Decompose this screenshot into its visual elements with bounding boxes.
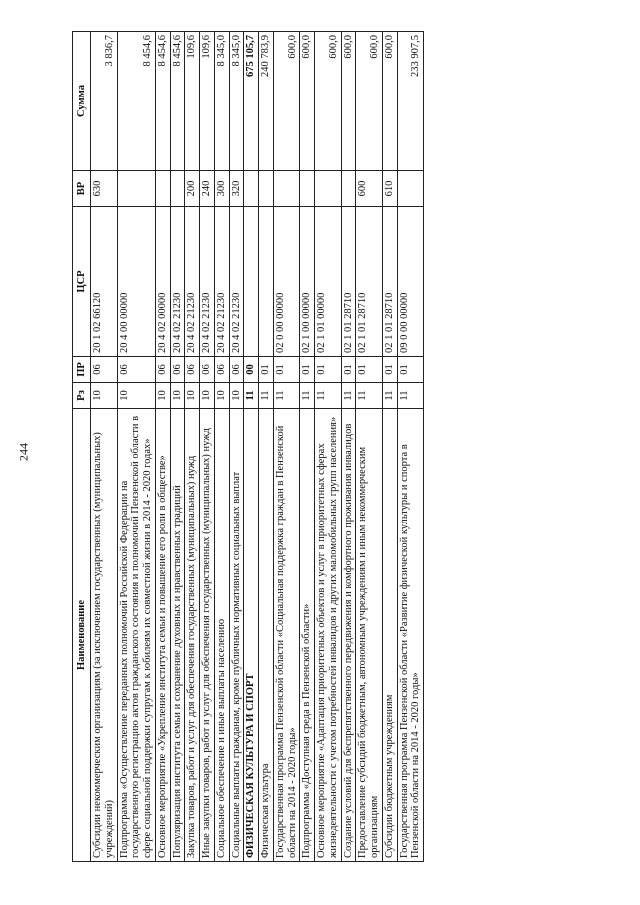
cell-sum: 600,0 [273, 32, 300, 171]
cell-rz: 10 [155, 383, 170, 409]
cell-csr: 20 4 02 00000 [155, 207, 170, 357]
table-row [341, 32, 356, 862]
cell-name: Государственная программа Пензенской области «Социальная поддержка граждан в Пензенской области на 2014 - 2020 годы» [273, 409, 300, 862]
cell-vr [244, 171, 259, 207]
cell-csr [244, 207, 259, 357]
cell-csr: 02 1 01 28710 [341, 207, 356, 357]
cell-pr: 06 [200, 357, 215, 383]
cell-name: Предоставление субсидий бюджетным, автономным учреждениям и иным некоммерческим организациям [356, 409, 383, 862]
table-row [185, 32, 200, 862]
cell-vr [341, 171, 356, 207]
cell-name: ФИЗИЧЕСКАЯ КУЛЬТУРА И СПОРТ [244, 409, 259, 862]
cell-vr: 630 [91, 171, 118, 207]
cell-name: Физическая культура [259, 409, 274, 862]
cell-rz: 11 [300, 383, 315, 409]
cell-vr [155, 171, 170, 207]
cell-vr: 200 [185, 171, 200, 207]
cell-name: Субсидии бюджетным учреждениям [382, 409, 397, 862]
header-rz: Рз [73, 383, 91, 409]
table-row [155, 32, 170, 862]
table-row [397, 32, 424, 862]
cell-name: Основное мероприятие «Адаптация приоритетных объектов и услуг в приоритетных сферах жизнедеятельности с учетом потребностей инвалидов и других маломобильных групп населения» [315, 409, 342, 862]
cell-sum: 8 345,0 [214, 32, 229, 171]
cell-pr: 01 [259, 357, 274, 383]
cell-sum: 600,0 [382, 32, 397, 171]
cell-sum: 109,6 [185, 32, 200, 171]
table-row [382, 32, 397, 862]
table-row [273, 32, 300, 862]
cell-sum: 600,0 [356, 32, 383, 171]
cell-csr: 02 0 00 00000 [273, 207, 300, 357]
cell-pr: 06 [117, 357, 155, 383]
table-row [229, 32, 244, 862]
cell-vr [117, 171, 155, 207]
budget-table [72, 31, 424, 862]
cell-pr: 01 [341, 357, 356, 383]
cell-vr: 300 [214, 171, 229, 207]
cell-csr: 20 4 02 21230 [229, 207, 244, 357]
cell-csr: 02 1 01 00000 [315, 207, 342, 357]
cell-rz: 11 [273, 383, 300, 409]
cell-csr: 02 1 01 28710 [382, 207, 397, 357]
cell-pr: 06 [170, 357, 185, 383]
cell-rz: 10 [170, 383, 185, 409]
cell-csr: 20 4 02 21230 [214, 207, 229, 357]
cell-sum: 8 454,6 [170, 32, 185, 171]
cell-csr: 20 4 02 21230 [200, 207, 215, 357]
cell-sum: 109,6 [200, 32, 215, 171]
cell-vr [170, 171, 185, 207]
cell-csr: 20 4 00 00000 [117, 207, 155, 357]
cell-pr: 06 [155, 357, 170, 383]
cell-sum: 675 105,7 [244, 32, 259, 171]
cell-vr [315, 171, 342, 207]
table-header-row [73, 32, 91, 862]
cell-csr: 09 0 00 00000 [397, 207, 424, 357]
cell-sum: 240 783,9 [259, 32, 274, 171]
cell-csr: 02 1 00 00000 [300, 207, 315, 357]
cell-name: Социальные выплаты гражданам, кроме публичных нормативных социальных выплат [229, 409, 244, 862]
cell-pr: 01 [356, 357, 383, 383]
table-row [244, 32, 259, 862]
cell-csr: 20 4 02 21230 [185, 207, 200, 357]
cell-pr: 06 [91, 357, 118, 383]
page-number: 244 [16, 443, 31, 461]
cell-csr: 02 1 01 28710 [356, 207, 383, 357]
cell-rz: 10 [214, 383, 229, 409]
cell-rz: 11 [356, 383, 383, 409]
cell-rz: 11 [315, 383, 342, 409]
cell-rz: 11 [341, 383, 356, 409]
cell-rz: 11 [259, 383, 274, 409]
cell-csr: 20 4 02 21230 [170, 207, 185, 357]
cell-sum: 600,0 [315, 32, 342, 171]
cell-sum: 8 454,6 [117, 32, 155, 171]
table-row [300, 32, 315, 862]
cell-sum: 8 345,0 [229, 32, 244, 171]
header-vr: ВР [73, 171, 91, 207]
cell-pr: 06 [229, 357, 244, 383]
cell-pr: 06 [185, 357, 200, 383]
header-sum: Сумма [73, 32, 91, 171]
cell-rz: 10 [91, 383, 118, 409]
cell-vr: 610 [382, 171, 397, 207]
cell-sum: 600,0 [300, 32, 315, 171]
table-row [214, 32, 229, 862]
cell-sum: 233 907,5 [397, 32, 424, 171]
cell-rz: 11 [244, 383, 259, 409]
cell-name: Субсидии некоммерческим организациям (за исключением государственных (муниципальных) учреждений) [91, 409, 118, 862]
cell-rz: 11 [382, 383, 397, 409]
cell-vr: 600 [356, 171, 383, 207]
cell-vr [397, 171, 424, 207]
cell-sum: 8 454,6 [155, 32, 170, 171]
header-name: Наименование [73, 409, 91, 862]
cell-pr: 01 [273, 357, 300, 383]
cell-vr: 240 [200, 171, 215, 207]
table-row [200, 32, 215, 862]
cell-vr [273, 171, 300, 207]
cell-name: Иные закупки товаров, работ и услуг для обеспечения государственных (муниципальных) нужд [200, 409, 215, 862]
cell-name: Закупка товаров, работ и услуг для обеспечения государственных (муниципальных) нужд [185, 409, 200, 862]
budget-table-container [72, 32, 577, 862]
table-row [259, 32, 274, 862]
table-row [356, 32, 383, 862]
cell-name: Подпрограмма «Осуществление переданных полномочий Российской Федерации на государственную регистрацию актов гражданского состояния и полномочий Пензенской области в сфере социальной поддержки супругам к юбилеям их совместной жизни в 2014 - 2020 годах» [117, 409, 155, 862]
cell-name: Основное мероприятие «Укрепление института семьи и повышение его роли в обществе» [155, 409, 170, 862]
table-row [170, 32, 185, 862]
cell-name: Создание условий для беспрепятственного передвижения и комфортного проживания инвалидов [341, 409, 356, 862]
cell-pr: 00 [244, 357, 259, 383]
cell-sum: 600,0 [341, 32, 356, 171]
header-pr: ПР [73, 357, 91, 383]
cell-name: Популяризация института семьи и сохранение духовных и нравственных традиций [170, 409, 185, 862]
cell-pr: 01 [382, 357, 397, 383]
cell-pr: 01 [315, 357, 342, 383]
cell-pr: 01 [397, 357, 424, 383]
header-csr: ЦСР [73, 207, 91, 357]
cell-csr [259, 207, 274, 357]
cell-name: Социальное обеспечение и иные выплаты населению [214, 409, 229, 862]
cell-name: Подпрограмма «Доступная среда в Пензенской области» [300, 409, 315, 862]
table-row [117, 32, 155, 862]
table-body [91, 32, 424, 862]
table-row [91, 32, 118, 862]
cell-vr [300, 171, 315, 207]
cell-rz: 10 [185, 383, 200, 409]
cell-vr: 320 [229, 171, 244, 207]
cell-rz: 10 [200, 383, 215, 409]
cell-rz: 11 [397, 383, 424, 409]
cell-csr: 20 1 02 66120 [91, 207, 118, 357]
table-row [315, 32, 342, 862]
cell-pr: 01 [300, 357, 315, 383]
cell-rz: 10 [229, 383, 244, 409]
cell-rz: 10 [117, 383, 155, 409]
cell-vr [259, 171, 274, 207]
cell-sum: 3 836,7 [91, 32, 118, 171]
cell-pr: 06 [214, 357, 229, 383]
cell-name: Государственная программа Пензенской области «Развитие физической культуры и спорта в Пензенской области на 2014 - 2020 годы» [397, 409, 424, 862]
